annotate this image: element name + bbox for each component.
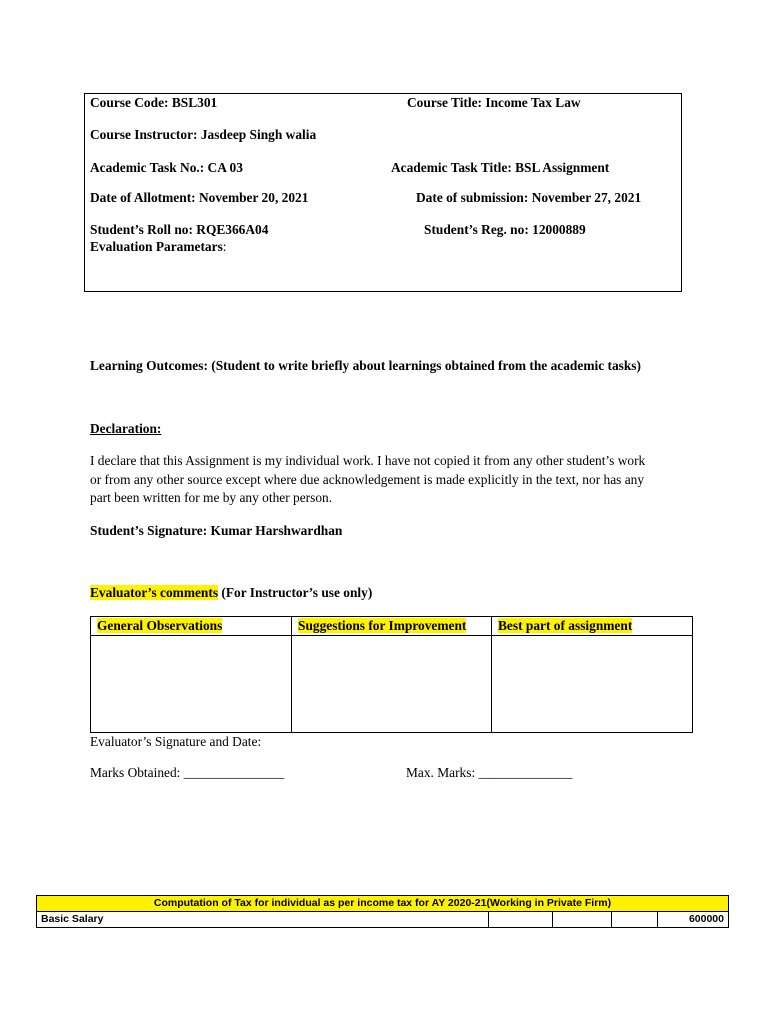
column-best-part-of-assignment: Best part of assignment — [492, 617, 693, 636]
tax-computation-table — [36, 895, 729, 928]
empty-cell — [553, 912, 612, 928]
evaluator-table-body-row — [91, 636, 693, 733]
tax-table-title: Computation of Tax for individual as per income tax for AY 2020-21(Working in Private Firm) — [37, 896, 729, 912]
evaluator-comments-heading — [90, 585, 372, 601]
academic-task-title: Academic Task Title: BSL Assignment — [391, 160, 610, 175]
evaluator-comments-table — [90, 616, 693, 733]
course-title: Course Title: Income Tax Law — [407, 95, 581, 110]
evaluator-comments-label: Evaluator’s comments — [90, 585, 219, 600]
tax-table-title-row — [37, 896, 729, 912]
best-part-of-assignment-cell — [492, 636, 693, 733]
max-marks: Max. Marks: ______________ — [406, 765, 573, 780]
column-suggestions-for-improvement: Suggestions for Improvement — [292, 617, 492, 636]
marks-obtained: Marks Obtained: _______________ — [90, 765, 285, 780]
course-instructor: Course Instructor: Jasdeep Singh walia — [90, 127, 317, 142]
empty-cell — [612, 912, 658, 928]
evaluator-signature-date: Evaluator’s Signature and Date: — [90, 734, 262, 749]
column-general-observations: General Observations — [91, 617, 292, 636]
basic-salary-label: Basic Salary — [37, 912, 489, 928]
declaration-line-2: or from any other source except where due acknowledgement is made explicitly in the text, nor has any — [90, 471, 645, 487]
student-reg-no: Student’s Reg. no: 12000889 — [424, 222, 586, 237]
suggestions-for-improvement-cell — [292, 636, 492, 733]
declaration-text — [90, 452, 690, 508]
student-roll-no: Student’s Roll no: RQE366A04 — [90, 222, 269, 237]
academic-task-no: Academic Task No.: CA 03 — [90, 160, 243, 175]
student-signature: Student’s Signature: Kumar Harshwardhan — [90, 523, 343, 538]
general-observations-cell — [91, 636, 292, 733]
evaluation-parameters-label: Evaluation Parametars — [90, 239, 223, 254]
evaluation-parameters-colon: : — [222, 239, 227, 254]
evaluator-comments-note: (For Instructor’s use only) — [218, 585, 373, 600]
evaluation-parameters — [90, 239, 227, 255]
learning-outcomes: Learning Outcomes: (Student to write briefly about learnings obtained from the academic tasks) — [90, 358, 641, 373]
basic-salary-value: 600000 — [658, 912, 729, 928]
evaluator-table-header-row — [91, 617, 693, 636]
empty-cell — [489, 912, 553, 928]
declaration-line-1: I declare that this Assignment is my individual work. I have not copied it from any other student’s work — [90, 453, 646, 468]
table-row — [37, 912, 729, 928]
course-code: Course Code: BSL301 — [90, 95, 218, 110]
declaration-line-3: part been written for me by any other person. — [90, 490, 333, 505]
declaration-heading: Declaration: — [90, 421, 162, 436]
date-of-submission: Date of submission: November 27, 2021 — [416, 190, 642, 205]
date-of-allotment: Date of Allotment: November 20, 2021 — [90, 190, 309, 205]
